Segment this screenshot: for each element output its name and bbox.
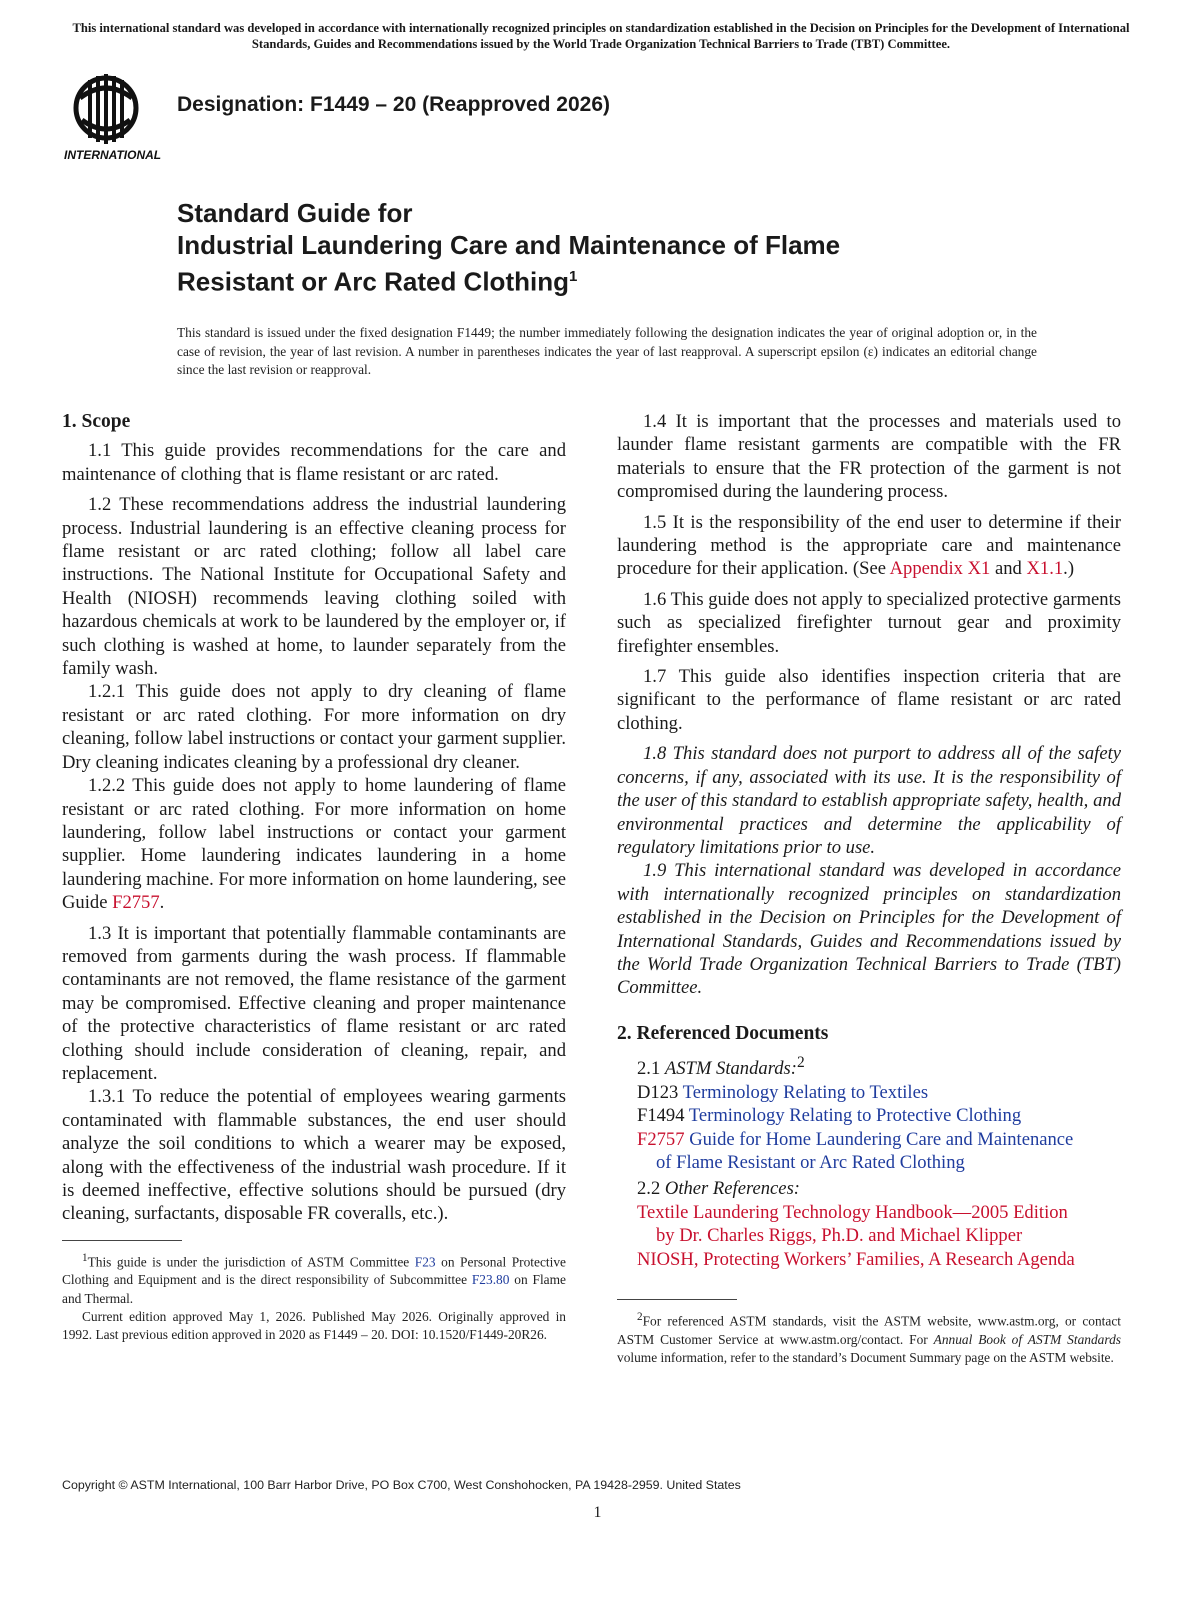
footnote-divider	[62, 1240, 182, 1241]
title-line-2: Industrial Laundering Care and Maintenance of Flame	[177, 230, 841, 260]
references-heading: 2. Referenced Documents	[617, 1022, 829, 1044]
footnote-2	[617, 1308, 1121, 1367]
para-1-2-1: 1.2.1 This guide does not apply to dry cleaning of flame resistant or arc rated clothing. For more information on dry cleaning, follow label instructions or contact your garment supplier. Dry cleaning indicates cleaning by a professional dry cleaner.	[62, 681, 566, 773]
footnote-1-text: $^1$This guide is under the jurisdiction of ASTM Committee F23 on Personal Protective Clothing and Equipment and is the direct responsibility of Subcommittee F23.80 on Flame and Thermal.	[62, 1251, 566, 1306]
para-1-1: 1.1 This guide provides recommendations for the care and maintenance of clothing that is flame resistant or arc rated.	[62, 440, 566, 485]
link-f2757[interactable]: F2757	[112, 892, 160, 914]
para-1-8: 1.8 This standard does not purport to address all of the safety concerns, if any, associated with its use. It is the responsibility of the user of this standard to establish appropriate safety, health, and environmental practices and determine the applicability of regulatory limitations prior to use.	[617, 743, 1121, 858]
ref-niosh-agenda[interactable]: NIOSH, Protecting Workers’ Families, A Research Agenda	[637, 1248, 1075, 1270]
page-number: 1	[593, 1504, 602, 1521]
para-1-3-1: 1.3.1 To reduce the potential of employees wearing garments contaminated with flammable substances, the end user should analyze the soil conditions to which a wearer may be exposed, along with the effectiveness of the industrial wash procedure. If it is deemed ineffective, effective solutions should be pursued (dry cleaning, surfactants, disposable FR coveralls, etc.).	[62, 1086, 566, 1225]
para-1-6: 1.6 This guide does not apply to specialized protective garments such as specialized firefighter turnout gear and proximity firefighter ensembles.	[617, 588, 1121, 657]
copyright: Copyright © ASTM International, 100 Barr Harbor Drive, PO Box C700, West Conshohocken, PA 19428-2959. United States	[62, 1478, 741, 1492]
para-1-4: 1.4 It is important that the processes and materials used to launder flame resistant garments are compatible with the FR materials to ensure that the FR protection of the garment is not compromised during the laundering process.	[617, 411, 1121, 503]
document-title	[177, 197, 1077, 298]
ref-item-f2757[interactable]: F2757 Guide for Home Laundering Care and Maintenance	[637, 1128, 1074, 1150]
scope-heading: 1. Scope	[62, 411, 131, 432]
title-line-3: Resistant or Arc Rated Clothing$^1$	[177, 266, 578, 297]
development-notice: This international standard was developed in accordance with internationally recognized principles on standardization established in the Decision on Principles for the Development of International Standards, Guides and Recommendations issued by the World Trade Organization Technical Barriers to Trade (TBT) Committee.	[72, 21, 1130, 51]
designation: Designation: F1449 – 20 (Reapproved 2026)	[177, 93, 610, 116]
title-footnote-mark: 1	[568, 268, 578, 285]
title-line-1: Standard Guide for	[177, 198, 413, 228]
ref-textile-handbook[interactable]: Textile Laundering Technology Handbook—2005 Edition	[637, 1201, 1068, 1223]
ref-item-d123[interactable]: D123 Terminology Relating to Textiles	[637, 1081, 929, 1103]
ref-item-f2757-cont[interactable]: of Flame Resistant or Arc Rated Clothing	[656, 1151, 965, 1173]
para-1-2-2: 1.2.2 This guide does not apply to home laundering of flame resistant or arc rated clothing. For more information on home laundering, follow label instructions or contact your garment supplier. Home laundering indicates laundering in a home laundering machine. For more information on home laundering, see Guide F2757.	[62, 775, 566, 914]
para-1-3: 1.3 It is important that potentially flammable contaminants are removed from garments during the wash process. If flammable contaminants are not removed, the flame resistance of the garment may be compromised. Effective cleaning and proper maintenance of the protective characteristics of flame resistant or arc rated clothing should include consideration of cleaning, repair, and replacement.	[62, 922, 566, 1084]
left-column	[62, 410, 566, 1344]
link-f23[interactable]: F23	[414, 1254, 436, 1270]
footnote-1-edition: Current edition approved May 1, 2026. Published May 2026. Originally approved in 1992. Last previous edition approved in 2020 as F1449 – 20. DOI: 10.1520/F1449-20R26.	[62, 1308, 566, 1343]
ref-textile-handbook-authors[interactable]: by Dr. Charles Riggs, Ph.D. and Michael Klipper	[656, 1225, 1023, 1247]
link-x1-1[interactable]: X1.1	[1026, 558, 1064, 580]
right-column	[617, 410, 1121, 1367]
issuance-note: This standard is issued under the fixed designation F1449; the number immediately following the designation indicates the year of original adoption or, in the case of revision, the year of last revision. A number in parentheses indicates the year of last reapproval. A superscript epsilon (ε) indicates an editorial change since the last revision or reapproval.	[177, 325, 1037, 377]
para-1-5: 1.5 It is the responsibility of the end user to determine if their laundering method is the appropriate care and maintenance procedure for their application. (See Appendix X1 and X1.1.)	[617, 511, 1121, 580]
logo-text: INTERNATIONAL	[64, 148, 162, 162]
footnote-2-text: $^2$For referenced ASTM standards, visit the ASTM website, www.astm.org, or contact ASTM Customer Service at www.astm.org/contact. For Annual Book of ASTM Standards volume information, refer to the standard’s Document Summary page on the ASTM website.	[617, 1311, 1121, 1365]
footnote-divider-2	[617, 1299, 737, 1300]
para-1-9: 1.9 This international standard was developed in accordance with internationally recognized principles on standardization established in the Decision on Principles for the Development of International Standards, Guides and Recommendations issued by the World Trade Organization Technical Barriers to Trade (TBT) Committee.	[617, 860, 1121, 999]
other-references-subheading: 2.2 Other References:	[637, 1178, 800, 1200]
astm-standards-subheading: 2.1 ASTM Standards:$^2$	[637, 1054, 805, 1080]
para-1-2: 1.2 These recommendations address the industrial laundering process. Industrial laundering is an effective cleaning process for flame resistant or arc rated clothing; follow all label care instructions. The National Institute for Occupational Safety and Health (NIOSH) recommends leaving clothing soiled with hazardous chemicals at work to be laundered by the employer or, if such clothing is washed at home, to launder separately from the family wash.	[62, 494, 566, 680]
ref-item-f1494[interactable]: F1494 Terminology Relating to Protective Clothing	[637, 1105, 1022, 1127]
astm-logo-icon	[62, 68, 172, 166]
para-1-7: 1.7 This guide also identifies inspection criteria that are significant to the performance of flame resistant or arc rated clothing.	[617, 666, 1121, 734]
link-appendix-x1[interactable]: Appendix X1	[889, 558, 991, 580]
footnote-1	[62, 1249, 566, 1344]
link-f23-80[interactable]: F23.80	[471, 1272, 510, 1288]
